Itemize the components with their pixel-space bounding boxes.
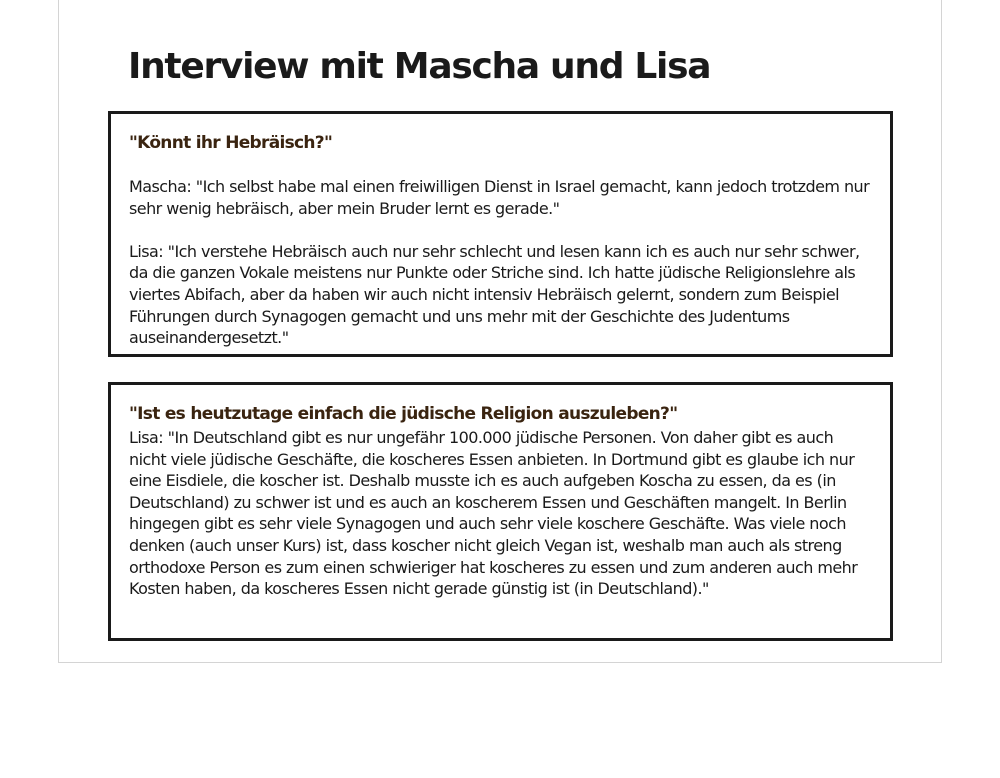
interview-section-hebrew bbox=[108, 111, 893, 357]
answer-paragraph: Mascha: "Ich selbst habe mal einen freiwilligen Dienst in Israel gemacht, kann jedoch trotzdem nur sehr wenig hebräisch, aber mein Bruder lernt es gerade." bbox=[129, 177, 870, 218]
question-heading: "Könnt ihr Hebräisch?" bbox=[129, 133, 333, 153]
interview-section-religion bbox=[108, 382, 893, 641]
answer-paragraph: Lisa: "Ich verstehe Hebräisch auch nur sehr schlecht und lesen kann ich es auch nur sehr schwer, da die ganzen Vokale meistens nur Punkte oder Striche sind. Ich hatte jüdische Religionslehre als viertes Abifach, aber da haben wir auch nicht intensiv Hebräisch gelernt, sondern zum Beispiel Führungen durch Synagogen gemacht und uns mehr mit der Geschichte des Judentums auseinandergesetzt." bbox=[129, 241, 860, 348]
page-title: Interview mit Mascha und Lisa bbox=[128, 46, 711, 87]
question-heading: "Ist es heutzutage einfach die jüdische Religion auszuleben?" bbox=[129, 404, 678, 424]
answer-paragraph: Lisa: "In Deutschland gibt es nur ungefähr 100.000 jüdische Personen. Von daher gibt es auch nicht viele jüdische Geschäfte, die koscheres Essen anbieten. In Dortmund gibt es glaube ich nur eine Eisdiele, die koscher ist. Deshalb musste ich es auch aufgeben Koscha zu essen, da es (in Deutschland) zu schwer ist und es auch an koscherem Essen und Geschäften mangelt. In Berlin hingegen gibt es sehr viele Synagogen und auch sehr viele koschere Geschäfte. Was viele noch denken (auch unser Kurs) ist, dass koscher nicht gleich Vegan ist, weshalb man auch als streng orthodoxe Person es zum einen schwieriger hat koscheres zu essen und zum anderen auch mehr Kosten haben, da koscheres Essen nicht gerade günstig ist (in Deutschland)." bbox=[129, 428, 858, 599]
